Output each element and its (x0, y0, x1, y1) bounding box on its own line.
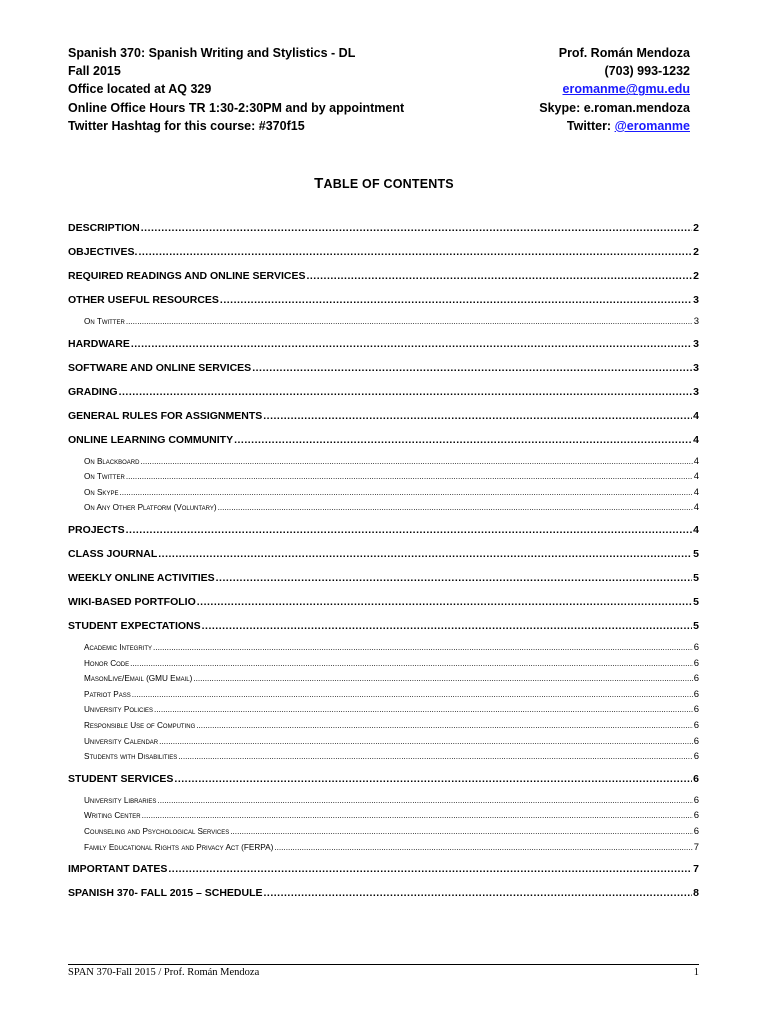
toc-subentry[interactable] (68, 314, 699, 330)
toc-entry[interactable] (68, 384, 699, 400)
toc-entry-page: 7 (693, 841, 699, 853)
toc-entry-label: WIKI-BASED PORTFOLIO (68, 595, 196, 608)
toc-entry-page: 3 (693, 385, 699, 398)
dot-leader (131, 336, 692, 352)
twitter-handle-link[interactable]: @eromanme (614, 118, 690, 133)
toc-entry-label: On Twitter (84, 317, 125, 326)
toc-entry-label: MasonLive/Email (GMU Email) (84, 674, 193, 684)
dot-leader (263, 408, 692, 424)
dot-leader (168, 861, 692, 877)
toc-subentries (68, 640, 699, 765)
toc-heading-initial: T (314, 175, 324, 192)
dot-leader (216, 570, 693, 586)
toc-entry-page: 3 (693, 294, 699, 306)
toc-subentry[interactable] (68, 840, 699, 856)
toc-entry-label: OBJECTIVES. (68, 246, 138, 258)
dot-leader (197, 594, 692, 610)
toc-entry-label: On Skype (84, 487, 119, 497)
toc-subentry[interactable] (68, 469, 699, 485)
dot-leader (274, 840, 692, 856)
toc-subentries (68, 314, 699, 330)
toc-entry-label: IMPORTANT DATES (68, 863, 168, 876)
dot-leader (140, 454, 692, 470)
toc-subentry[interactable] (68, 702, 699, 718)
toc-entry[interactable] (68, 432, 699, 448)
toc-subentry[interactable] (68, 749, 699, 765)
toc-entry[interactable] (68, 771, 699, 787)
dot-leader (126, 522, 693, 538)
dot-leader (306, 268, 692, 284)
course-term: Fall 2015 (68, 64, 121, 79)
toc-entry-label: OTHER USEFUL RESOURCES (68, 294, 219, 306)
toc-subentry[interactable] (68, 808, 699, 824)
toc-entry-page: 5 (693, 571, 699, 584)
toc-entry-page: 6 (693, 825, 699, 837)
toc-subentries (68, 793, 699, 855)
toc-subentry[interactable] (68, 734, 699, 750)
toc-entry-label: University Libraries (84, 795, 157, 805)
dot-leader (154, 702, 693, 718)
toc-entry-label: University Calendar (84, 736, 159, 746)
toc-entry-page: 5 (693, 619, 699, 632)
dot-leader (132, 687, 693, 703)
toc-heading-rest: ABLE OF CONTENTS (323, 177, 454, 191)
professor-name: Prof. Román Mendoza (558, 46, 690, 60)
dot-leader (178, 749, 692, 765)
dot-leader (153, 640, 693, 656)
office-location: Office located at AQ 329 (68, 82, 212, 97)
toc-entry[interactable] (68, 220, 699, 236)
toc-entry[interactable] (68, 594, 699, 610)
toc-entry[interactable] (68, 292, 699, 308)
toc-entry-label: Responsible Use of Computing (84, 720, 196, 730)
toc-entry-page: 4 (693, 433, 699, 446)
toc-entry[interactable] (68, 408, 699, 424)
toc-entry-page: 4 (693, 409, 699, 422)
toc-entry[interactable] (68, 885, 699, 901)
twitter-hashtag: Twitter Hashtag for this course: #370f15 (68, 118, 305, 133)
dot-leader (119, 384, 693, 400)
toc-entry-page: 6 (693, 719, 699, 731)
toc-entry-label: GRADING (68, 385, 118, 398)
toc-entry[interactable] (68, 546, 699, 562)
dot-leader (126, 469, 693, 485)
toc-entry-label: SOFTWARE AND ONLINE SERVICES (68, 361, 252, 374)
toc-entry[interactable] (68, 861, 699, 877)
toc-entry-label: Family Educational Rights and Privacy Act (FERPA) (84, 842, 274, 852)
toc-entry-page: 8 (693, 887, 699, 900)
professor-phone: (703) 993-1232 (604, 64, 690, 79)
toc-entry[interactable] (68, 618, 699, 634)
dot-leader (234, 432, 692, 448)
toc-entry-page: 3 (693, 337, 699, 350)
toc-entry-page: 6 (693, 657, 699, 669)
toc-subentry[interactable] (68, 671, 699, 687)
toc-entry[interactable] (68, 268, 699, 284)
toc-entry-page: 4 (693, 523, 699, 536)
toc-entry-page: 5 (693, 547, 699, 560)
toc-entry-label: DESCRIPTION (68, 222, 140, 234)
toc-subentry[interactable] (68, 656, 699, 672)
toc-entry-page: 3 (693, 316, 699, 327)
toc-entry-page: 4 (693, 486, 699, 498)
toc-entry-page: 4 (693, 471, 699, 483)
dot-leader (264, 885, 693, 901)
toc-entry-page: 6 (693, 751, 699, 763)
toc-subentries (68, 454, 699, 516)
toc-entry-label: GENERAL RULES FOR ASSIGNMENTS (68, 409, 263, 422)
dot-leader (220, 292, 692, 308)
toc-entry-label: On Blackboard (84, 456, 140, 466)
toc-entry-label: On Any Other Platform (Voluntary) (84, 503, 217, 513)
toc-entry-label: SPANISH 370- FALL 2015 – SCHEDULE (68, 887, 263, 900)
toc-entry-page: 2 (693, 222, 699, 234)
toc-entry-page: 4 (693, 502, 699, 514)
toc-entry[interactable] (68, 570, 699, 586)
toc-entry-label: CLASS JOURNAL (68, 547, 158, 560)
toc-entry-label: Students with Disabilities (84, 752, 178, 762)
toc-entry-label: University Policies (84, 705, 153, 715)
table-of-contents (68, 212, 699, 901)
dot-leader (218, 500, 693, 516)
document-header (68, 44, 690, 136)
toc-entry-page: 6 (693, 735, 699, 747)
toc-heading (0, 175, 768, 192)
dot-leader (119, 485, 692, 501)
dot-leader (138, 244, 692, 260)
toc-entry-page: 6 (693, 794, 699, 806)
page-footer (68, 964, 699, 978)
toc-entry-page: 5 (693, 595, 699, 608)
toc-subentry[interactable] (68, 687, 699, 703)
office-hours: Online Office Hours TR 1:30-2:30PM and by appointment (68, 100, 405, 115)
toc-entry-page: 4 (693, 455, 699, 467)
dot-leader (130, 656, 693, 672)
toc-entry-page: 6 (693, 641, 699, 653)
toc-entry-page: 3 (693, 361, 699, 374)
toc-entry[interactable] (68, 360, 699, 376)
toc-subentry[interactable] (68, 500, 699, 516)
toc-entry-label: STUDENT EXPECTATIONS (68, 619, 201, 632)
toc-entry-label: REQUIRED READINGS AND ONLINE SERVICES (68, 270, 306, 282)
dot-leader (174, 771, 692, 787)
twitter-line (539, 117, 690, 135)
dot-leader (126, 314, 693, 330)
toc-subentry[interactable] (68, 485, 699, 501)
twitter-label: Twitter: (566, 118, 615, 133)
toc-entry-page: 6 (693, 810, 699, 822)
toc-entry-page: 6 (693, 673, 699, 685)
toc-subentry[interactable] (68, 454, 699, 470)
email-link[interactable]: eromanme@gmu.edu (562, 82, 690, 97)
toc-entry-page: 7 (693, 863, 699, 876)
toc-entry-page: 2 (693, 246, 699, 258)
dot-leader (193, 671, 692, 687)
dot-leader (230, 824, 692, 840)
instructor-info (539, 44, 690, 135)
toc-subentry[interactable] (68, 793, 699, 809)
skype-id: Skype: e.roman.mendoza (539, 100, 690, 115)
dot-leader (252, 360, 692, 376)
dot-leader (141, 220, 692, 236)
footer-page-number: 1 (693, 967, 699, 978)
toc-entry-label: WEEKLY ONLINE ACTIVITIES (68, 571, 215, 584)
toc-entry[interactable] (68, 336, 699, 352)
toc-subentry[interactable] (68, 640, 699, 656)
dot-leader (196, 718, 692, 734)
toc-entry-label: ONLINE LEARNING COMMUNITY (68, 433, 234, 446)
toc-entry-label: HARDWARE (68, 337, 130, 350)
toc-entry-label: Honor Code (84, 658, 130, 668)
toc-entry-label: PROJECTS (68, 523, 125, 536)
toc-entry[interactable] (68, 522, 699, 538)
toc-entry-label: STUDENT SERVICES (68, 772, 174, 785)
toc-entry-label: Patriot Pass (84, 689, 131, 699)
toc-entry-page: 6 (693, 704, 699, 716)
toc-entry-label: Writing Center (84, 811, 141, 821)
dot-leader (202, 618, 693, 634)
dot-leader (142, 808, 693, 824)
toc-subentry[interactable] (68, 718, 699, 734)
toc-entry-page: 6 (693, 688, 699, 700)
toc-entry-label: On Twitter (84, 472, 125, 482)
dot-leader (159, 734, 693, 750)
toc-entry-label: Academic Integrity (84, 642, 153, 652)
dot-leader (157, 793, 692, 809)
toc-entry-label: Counseling and Psychological Services (84, 826, 230, 836)
course-info (68, 44, 404, 135)
course-title: Spanish 370: Spanish Writing and Stylistics - DL (68, 46, 356, 60)
footer-text: SPAN 370-Fall 2015 / Prof. Román Mendoza (68, 967, 260, 978)
toc-entry-page: 2 (693, 270, 699, 282)
toc-subentry[interactable] (68, 824, 699, 840)
toc-entry-page: 6 (693, 772, 699, 785)
toc-entry[interactable] (68, 244, 699, 260)
dot-leader (158, 546, 692, 562)
